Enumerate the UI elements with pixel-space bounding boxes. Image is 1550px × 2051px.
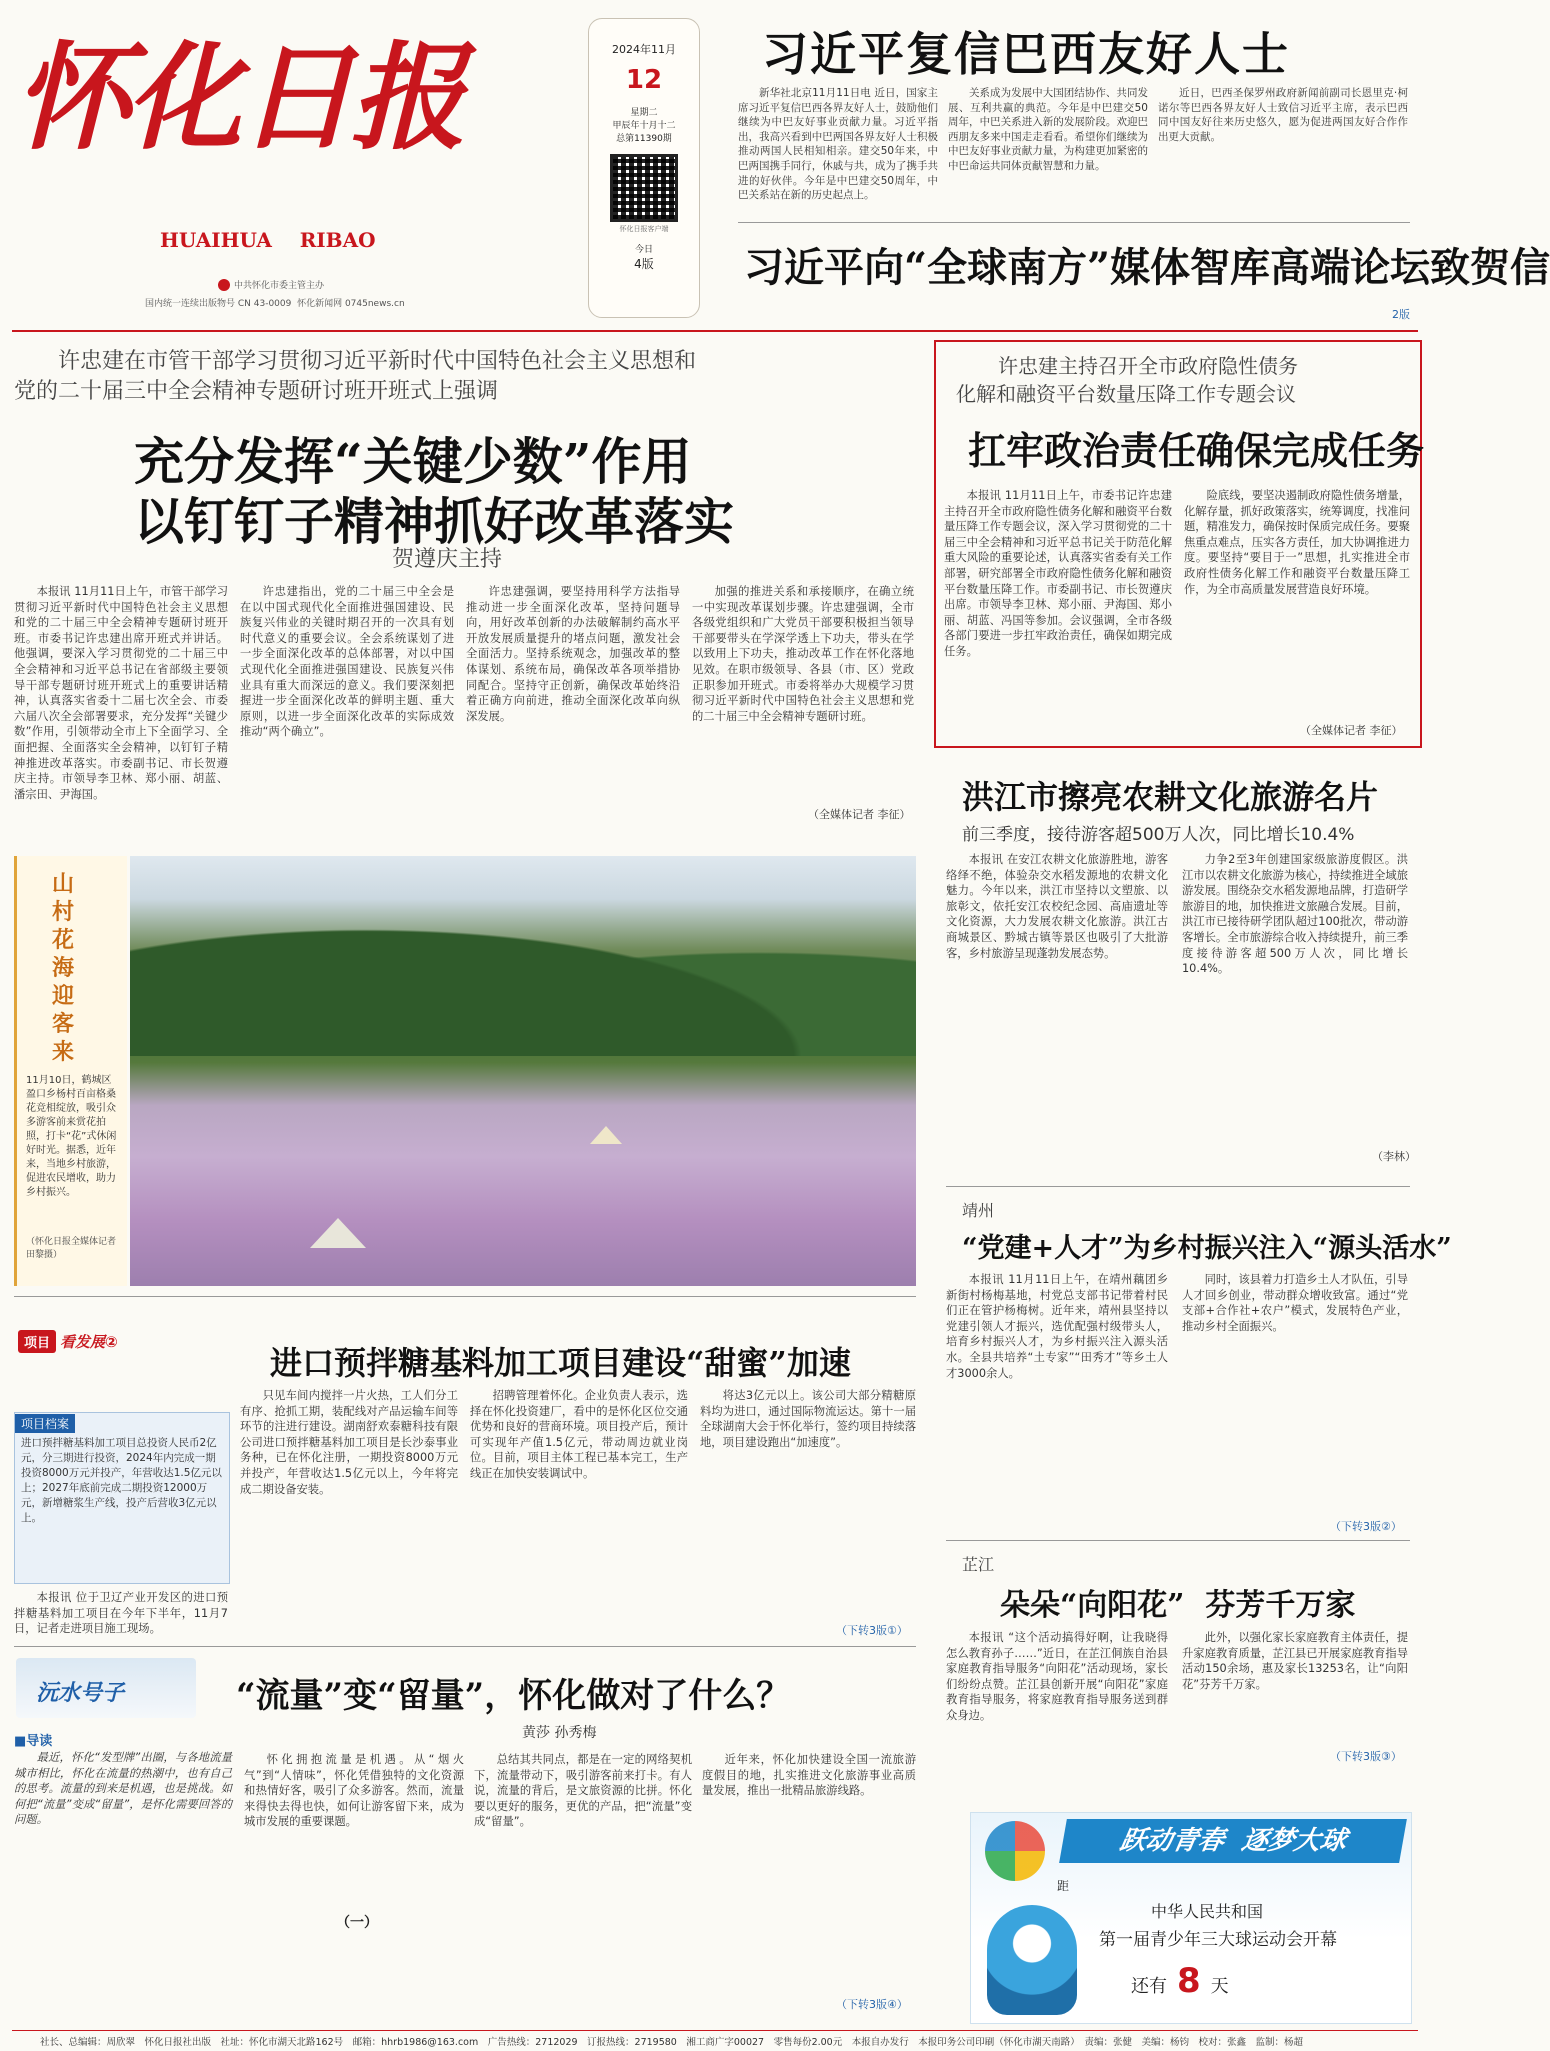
xu-kicker-1: 许忠建在市管干部学习贯彻习近平新时代中国特色社会主义思想和: [58, 349, 697, 374]
games-emblem-icon: [985, 1821, 1045, 1881]
traffic-author: 黄莎 孙秀梅: [522, 1725, 597, 1741]
section-label: （一）: [336, 1915, 378, 1931]
column-badge: 项目 看发展②: [18, 1330, 118, 1353]
xu-headline-2[interactable]: 以钉钉子精神抓好改革落实: [134, 492, 734, 551]
date-box: [588, 18, 700, 318]
second-lead-ref[interactable]: 2版: [1392, 308, 1410, 321]
xu-col-4: 加强的推进关系和承接顺序，在确立统一中实现改革谋划步骤。许忠建强调，全市各级党组织和广大党员干部要积极担当领导干部要带头在学深学透上下功夫，带头在学以致用上下功夫，推动改革工作在怀化落地见效。在职市级领导、各县（市、区）党政正职参加开班式。市委将举办大规模学习贯彻习近平新时代中国特色社会主义思想和党的二十届三中全会精神专题研讨班。: [692, 585, 914, 723]
today-label: 今日: [634, 245, 653, 255]
xu-headline-1[interactable]: 充分发挥“关键少数”作用: [134, 432, 692, 491]
traffic-headline[interactable]: “流量”变“留量”，怀化做对了什么？: [236, 1676, 791, 1716]
traffic-ref[interactable]: （下转3版④）: [836, 1998, 908, 2011]
xu-kicker-2: 党的二十届三中全会精神专题研讨班开班式上强调: [14, 379, 499, 404]
newspaper-logo: 怀化日报: [14, 30, 462, 166]
lead-col-1: 新华社北京11月11日电 近日，国家主席习近平复信巴西各界友好人士，鼓励他们继续为中巴友好事业贡献力量。习近平指出，我高兴看到中巴两国各界友好人士积极推动两国人民相知相亲。建交50年来，中巴两国携手同行，休戚与共，成为了携手共进的好伙伴。今年是中巴建交50周年，中巴关系站在新的历史起点上。: [738, 87, 938, 202]
qr-code[interactable]: [610, 154, 678, 222]
project-file-title: 项目档案: [15, 1414, 75, 1433]
issue-number: 总第11390期: [616, 134, 672, 144]
project-file-text: 进口预拌糖基料加工项目总投资人民币2亿元，分三期进行投资，2024年内完成一期投资8000万元并投产，年营收达1.5亿元以上；2027年底前完成二期投资12000万元，新增糖浆生产线，投产后营收3亿元以上。: [21, 1437, 222, 1524]
jingzhou-ref[interactable]: （下转3版②）: [1330, 1520, 1402, 1533]
zhijiang-col-2: 此外，以强化家长家庭教育主体责任，提升家庭教育质量，芷江县已开展家庭教育指导活动150余场，惠及家长13253名，让“向阳花”芬芳千万家。: [1182, 1631, 1408, 1691]
jingzhou-place: 靖州: [962, 1201, 995, 1220]
zhijiang-col-1: 本报讯 “这个活动搞得好啊，让我晓得怎么教育孙子……”近日，在芷江侗族自治县家庭教育指导服务“向阳花”活动现场，家长们纷纷点赞。芷江县创新开展“向阳花”家庭教育指导服务，将家庭教育指导服务送到群众身边。: [946, 1631, 1168, 1722]
column-logo: 沅水号子: [16, 1658, 196, 1718]
tent: [310, 1218, 366, 1248]
qr-caption: 怀化日报客户端: [619, 225, 669, 233]
debt-col-2: 险底线，要坚决遏制政府隐性债务增量，化解存量，抓好政策落实，统筹调度，找准问题，精准发力，确保按时保质完成任务。要聚焦重点难点，压实各方责任，加大协调推进力度。要坚持“要目于一”思想，扎实推进全市政府性债务化解工作和融资平台数量压降工作，为全市高质量发展营造良好环境。: [1184, 489, 1410, 596]
event-line-2: 第一届青少年三大球运动会开幕: [1099, 1930, 1337, 1950]
traffic-col-2: 总结其共同点，都是在一定的网络契机下，流量带动下，吸引游客前来打卡。有人说，流量的背后，是文旅资源的比拼。怀化要以更好的服务，更优的产品，把“流量”变成“留量”。: [474, 1753, 692, 1829]
sugar-col-2: 招聘管理着怀化。企业负责人表示，选择在怀化投资建厂，看中的是怀化区位交通优势和良好的营商环境。项目投产后，预计可实现年产值1.5亿元，带动周边就业岗位。目前，项目主体工程已基本完工，生产线正在加快安装调试中。: [470, 1389, 688, 1480]
sugar-col-3: 将达3亿元以上。该公司大部分精糖原料均为进口，通过国际物流运达。第十一届全球湖南大会于怀化举行，签约项目持续落地，项目建设跑出“加速度”。: [700, 1389, 916, 1449]
zhijiang-ref[interactable]: （下转3版③）: [1330, 1750, 1402, 1763]
debt-col-1: 本报讯 11月11日上午，市委书记许忠建主持召开全市政府隐性债务化解和融资平台数量压降工作专题会议，深入学习贯彻党的二十届三中全会精神和习近平总书记关于防范化解重大风险的重要论述，认真落实省委有关工作部署，研究部署全市政府隐性债务化解和融资平台数量压降工作。市委副书记、市长贺遵庆出席。市领导李卫林、郑小丽、尹海国、郑小丽、胡蓝、冯国等参加。会议强调，全市各级各部门要进一步扛牢政治责任，确保如期完成任务。: [944, 489, 1172, 658]
sugar-ref[interactable]: （下转3版①）: [836, 1624, 908, 1637]
mountain-ridge: [130, 896, 916, 1056]
lead-headline[interactable]: 习近平复信巴西友好人士: [762, 27, 1290, 81]
photo-title: 山村花海迎客来: [52, 871, 75, 1065]
hongjiang-author: （李林）: [1372, 1150, 1416, 1163]
countdown-small-label: 距: [1057, 1879, 1070, 1893]
event-line-1: 中华人民共和国: [1151, 1902, 1264, 1921]
xu-author: （全媒体记者 李征）: [808, 808, 911, 821]
lead-col-2: 关系成为发展中大国团结协作、共同发展、互利共赢的典范。今年是中巴建交50周年，中巴关系进入新的发展阶段。欢迎巴西朋友多来中国走走看看。希望你们继续为中巴友好事业贡献力量，为构建更加紧密的中巴命运共同体贡献智慧和力量。: [948, 87, 1148, 172]
date-year-month: 2024年11月: [612, 43, 676, 56]
debt-kicker-2: 化解和融资平台数量压降工作专题会议: [956, 382, 1296, 406]
xu-col-3: 许忠建强调，要坚持用科学方法指导推动进一步全面深化改革，坚持问题导向，用好改革创新的办法破解制约高水平开放发展质量提升的堵点问题，激发社会全面活力。坚持系统观念，加强改革的整体谋划、系统布局，确保改革各项举措协同配合。坚持守正创新，确保改革始终沿着正确方向前进，推动全面深化改革向纵深发展。: [466, 585, 680, 723]
traffic-col-3: 近年来，怀化加快建设全国一流旅游度假目的地，扎实推进文化旅游事业高质量发展，推出一批精品旅游线路。: [702, 1753, 916, 1798]
weekday: 星期二: [630, 108, 658, 118]
logo-pinyin: HUAIHUA RIBAO: [160, 228, 376, 252]
debt-headline-right[interactable]: 确保完成任务: [1196, 428, 1425, 473]
emblem-icon: [218, 279, 230, 291]
xu-subhead: 贺遵庆主持: [392, 547, 503, 572]
sugar-col-1: 只见车间内搅拌一片火热，工人们分工有序、抢抓工期，装配线对产品运输车间等环节的注进行建设。湖南舒欢泰糖科技有限公司进口预拌糖基料加工项目是长沙泰事业务种，已在怀化注册，一期投资8000万元并投产，年营收达1.5亿元以上，今年将完成二期设备安装。: [240, 1389, 458, 1496]
traffic-col-1: 怀化拥抱流量是机遇。从“烟火气”到“人情味”，怀化凭借独特的文化资源和热情好客，吸引了众多游客。然而，流量来得快去得也快，如何让游客留下来，成为城市发展的重要课题。: [244, 1753, 464, 1829]
debt-headline-left[interactable]: 扛牢政治责任: [968, 428, 1197, 473]
guide-text: 最近，怀化“发型牌”出圈，与各地流量城市相比，怀化在流量的热潮中，也有自己的思考。流量的到来是机遇，也是挑战。如何把“流量”变成“留量”，是怀化需要回答的问题。: [14, 1751, 232, 1827]
flower-field-photo[interactable]: [130, 856, 916, 1286]
jingzhou-col-1: 本报讯 11月11日上午，在靖州藕团乡新街村杨梅基地，村党总支部书记带着村民们正在管护杨梅树。近年来，靖州县坚持以党建引领人才振兴，选优配强村级带头人，培育乡村振兴人才，为乡村振兴注入源头活水。全县共培养“土专家”“田秀才”等乡土人才3000余人。: [946, 1273, 1168, 1380]
hongjiang-headline[interactable]: 洪江市擦亮农耕文化旅游名片: [962, 778, 1379, 816]
mascot-icon: [987, 1905, 1077, 2015]
debt-kicker-1: 许忠建主持召开全市政府隐性债务: [998, 354, 1298, 378]
countdown-banner[interactable]: [970, 1812, 1412, 2024]
edition-count: 4版: [634, 257, 654, 271]
footer-imprint: 社长、总编辑：周欣翠 怀化日报社出版 社址：怀化市湖天北路162号 邮箱：hhrb1986@163.com 广告热线：2712029 订报热线：2719580 湘工商广字00027 零售每份2.00元 本报自办发行 本报印务公司印刷（怀化市湖天南路） 责编：张健 美编：杨钧 校对：张鑫 监制：杨超: [40, 2037, 1303, 2048]
xu-col-2: 许忠建指出，党的二十届三中全会是在以中国式现代化全面推进强国建设、民族复兴伟业的关键时期召开的一次具有划时代意义的重要会议。全会系统谋划了进一步全面深化改革的总体部署，对以中国式现代化全面推进强国建设、民族复兴伟业具有重大而深远的意义。我们要深刻把握进一步全面深化改革的鲜明主题、重大原则，以进一步全面深化改革的实际成效推动“两个确立”。: [240, 585, 454, 739]
photo-credit: （怀化日报全媒体记者 田黎摄）: [26, 1237, 117, 1260]
second-lead-headline[interactable]: 习近平向“全球南方”媒体智库高端论坛致贺信: [744, 244, 1550, 291]
countdown-slogan: 跃动青春 逐梦大球: [1059, 1819, 1407, 1863]
date-day: 12: [625, 65, 663, 95]
days-remaining: 还有 8 天: [1131, 1961, 1229, 2001]
hongjiang-subhead: 前三季度，接待游客超500万人次，同比增长10.4%: [962, 825, 1355, 845]
sugar-lead: 本报讯 位于卫辽产业开发区的进口预拌糖基料加工项目在今年下半年，11月7日，记者走进项目施工现场。: [14, 1591, 228, 1636]
xu-col-1: 本报讯 11月11日上午，市管干部学习贯彻习近平新时代中国特色社会主义思想和党的二十届三中全会精神专题研讨班开班。市委书记许忠建出席开班式并讲话。他强调，要深入学习贯彻党的二十届三中全会精神和习近平总书记在省部级主要领导干部专题研讨班开班式上的重要讲话精神，认真落实省委十二届七次全会、市委六届八次全会部署要求，充分发挥“关键少数”作用，引领带动全市上下全面学习、全面把握、全面落实全会精神，以钉钉子精神推进改革落实。市委副书记、市长贺遵庆主持。市领导李卫林、郑小丽、胡蓝、潘宗田、尹海国。: [14, 585, 228, 801]
debt-author: （全媒体记者 李征）: [1300, 724, 1403, 737]
sugar-headline[interactable]: 进口预拌糖基料加工项目建设“甜蜜”加速: [270, 1344, 851, 1382]
lunar-date: 甲辰年十月十二: [612, 121, 676, 131]
publication-number: 国内统一连续出版物号 CN 43-0009 怀化新闻网 0745news.cn: [145, 299, 405, 309]
hongjiang-col-1: 本报讯 在安江农耕文化旅游胜地，游客络绎不绝，体验杂交水稻发源地的农耕文化魅力。今年以来，洪江市坚持以文塑旅、以旅彰文，依托安江农校纪念园、高庙遗址等文化资源，大力发展农耕文化旅游。洪江古商城景区、黔城古镇等景区也吸引了大批游客，乡村旅游呈现蓬勃发展态势。: [946, 853, 1168, 960]
jingzhou-col-2: 同时，该县着力打造乡土人才队伍，引导人才回乡创业，带动群众增收致富。通过“党支部+合作社+农户”模式，发展特色产业，推动乡村全面振兴。: [1182, 1273, 1408, 1333]
photo-caption: 11月10日，鹤城区盈口乡杨村百亩格桑花竞相绽放，吸引众多游客前来赏花拍照，打卡“花”式休闲好时光。据悉，近年来，当地乡村旅游，促进农民增收，助力乡村振兴。: [26, 1075, 117, 1198]
guide-title: ■导读: [14, 1734, 53, 1749]
tent: [590, 1126, 622, 1144]
zhijiang-headline[interactable]: 朵朵“向阳花” 芬芳千万家: [1000, 1588, 1356, 1623]
hongjiang-col-2: 力争2至3年创建国家级旅游度假区。洪江市以农耕文化旅游为核心，持续推进全域旅游发展。围绕杂交水稻发源地品牌，打造研学旅游目的地，加快推进文旅融合发展。目前，洪江市已接待研学团队超过100批次，带动游客增长。全市旅游综合收入持续提升，前三季度接待游客超500万人次，同比增长10.4%。: [1182, 853, 1408, 976]
sponsor-line: 中共怀化市委主管主办: [218, 278, 324, 291]
project-file-box: [14, 1412, 230, 1584]
lead-col-3: 近日，巴西圣保罗州政府新闻前副司长恩里克·柯诺尔等巴西各界友好人士致信习近平主席，表示巴西同中国友好往来历史悠久，愿为促进两国友好合作作出更大贡献。: [1158, 87, 1408, 143]
zhijiang-place: 芷江: [962, 1555, 995, 1574]
jingzhou-headline[interactable]: “党建+人才”为乡村振兴注入“源头活水”: [962, 1233, 1452, 1264]
